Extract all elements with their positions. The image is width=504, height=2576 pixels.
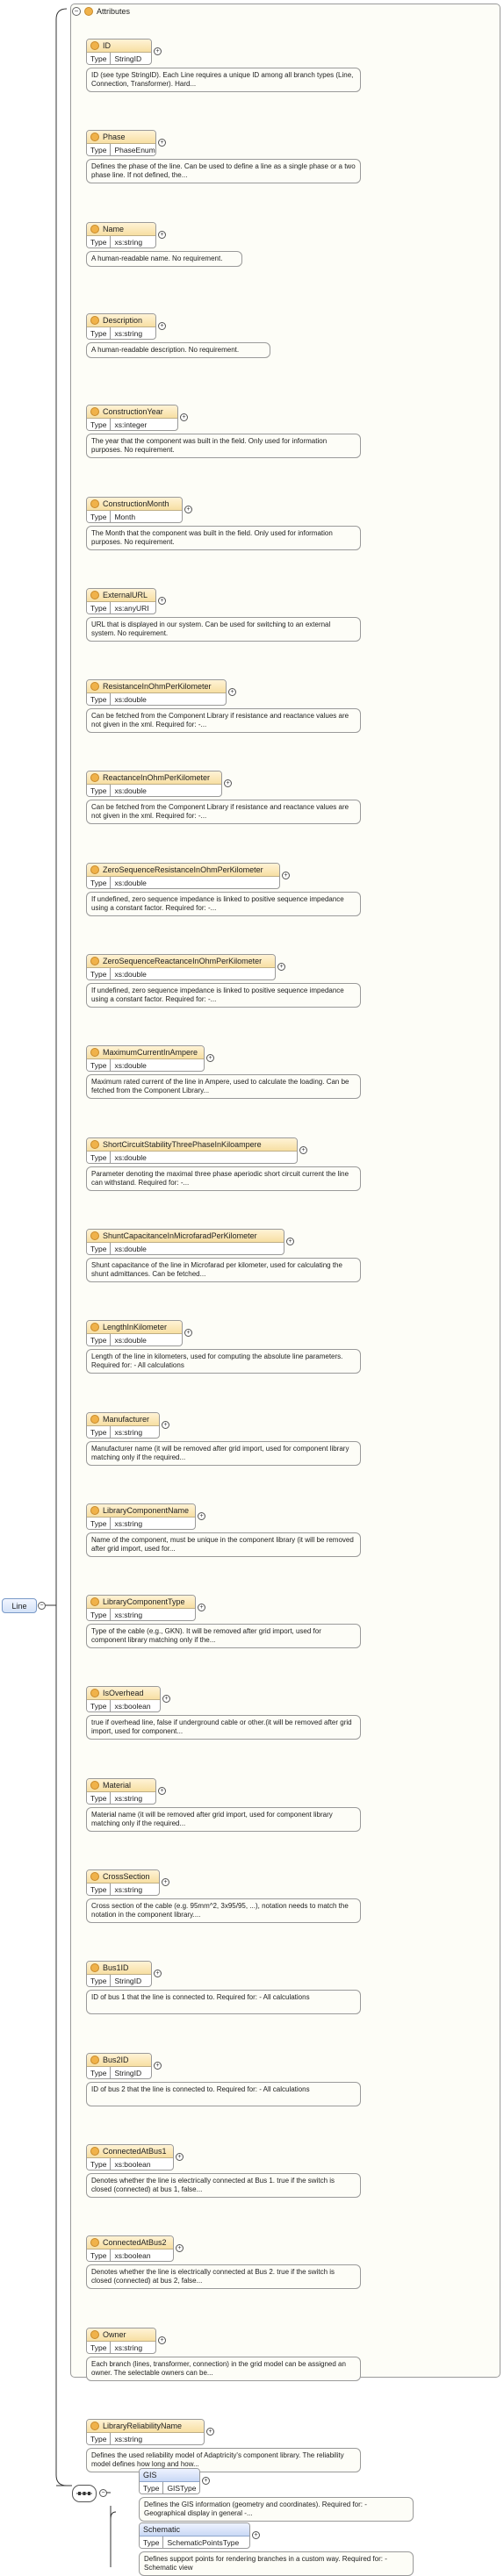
element-name: Phase (103, 133, 126, 141)
element-name-row (140, 2523, 249, 2537)
element-card-name[interactable] (86, 222, 156, 248)
expand-icon[interactable]: + (282, 872, 290, 879)
element-description: Shunt capacitance of the line in Microfarad per kilometer, used for calculating the shunt admittances. Can be fetched... (86, 1258, 361, 1282)
element-description: A human-readable description. No requirement. (86, 342, 270, 358)
element-type-row (87, 693, 226, 705)
element-name: ReactanceInOhmPerKilometer (103, 773, 211, 782)
type-label: Type (87, 1700, 111, 1711)
element-description: ID of bus 2 that the line is connected to. Required for: - All calculations (86, 2082, 361, 2106)
element-description: Denotes whether the line is electrically connected at Bus 2. true if the switch is closed (connected) at bus 2, false... (86, 2264, 361, 2289)
element-name: GIS (143, 2471, 157, 2479)
attribute-icon (90, 2330, 99, 2339)
element-name: Owner (103, 2330, 126, 2339)
element-type-row (87, 236, 155, 248)
element-name-row (87, 1413, 159, 1426)
element-name: ZeroSequenceResistanceInOhmPerKilometer (103, 865, 263, 874)
element-name-row (87, 131, 155, 144)
element-type-row (87, 877, 279, 888)
element-type-row (87, 1975, 151, 1986)
element-name-row (87, 2236, 173, 2250)
element-name: MaximumCurrentInAmpere (103, 1048, 198, 1057)
type-value: xs:boolean (111, 2158, 154, 2170)
element-name-row (87, 1321, 182, 1334)
expand-icon[interactable]: + (162, 1695, 170, 1703)
element-type-row (87, 2342, 155, 2353)
attribute-icon (90, 1415, 99, 1424)
element-description: Each branch (lines, transformer, connection) in the grid model can be assigned an owner. The selectable owners can be... (86, 2357, 361, 2381)
expand-icon[interactable]: + (206, 2428, 214, 2436)
element-name-row (87, 1687, 160, 1700)
element-name: ZeroSequenceReactanceInOhmPerKilometer (103, 957, 263, 965)
element-description: The year that the component was built in the field. Only used for information purposes. No requirement. (86, 434, 361, 458)
element-name: LibraryComponentType (103, 1597, 185, 1606)
type-label: Type (87, 1792, 111, 1804)
element-name: ConnectedAtBus2 (103, 2238, 167, 2247)
element-card-lengthinkilometer[interactable] (86, 1320, 183, 1346)
element-name-row (87, 2145, 173, 2158)
element-description: Name of the component, must be unique in the component library (it will be removed after grid import, used for... (86, 1532, 361, 1557)
attribute-icon (90, 682, 99, 691)
type-value: xs:boolean (111, 2250, 154, 2261)
type-value: xs:string (111, 327, 146, 339)
root-collapse-icon[interactable]: − (38, 1602, 46, 1610)
attributes-title: Attributes (97, 7, 131, 16)
element-description: If undefined, zero sequence impedance is linked to positive sequence impedance using a constant factor. Required for: -... (86, 983, 361, 1008)
element-card-reactanceinohmperkilometer[interactable] (86, 771, 222, 797)
root-element-label: Line (11, 1601, 27, 1611)
element-name-row (87, 2328, 155, 2342)
type-label: Type (87, 1152, 111, 1163)
type-label: Type (87, 2158, 111, 2170)
element-description: Defines support points for rendering branches in a custom way. Required for: - Schematic view (139, 2551, 414, 2576)
attribute-icon (90, 2422, 99, 2430)
attribute-icon (90, 1231, 99, 1240)
element-card-gis[interactable] (139, 2468, 200, 2494)
type-value: xs:string (111, 1426, 146, 1438)
element-type-row (87, 1792, 155, 1804)
type-value: xs:string (111, 1884, 146, 1895)
element-card-isoverhead[interactable] (86, 1686, 161, 1712)
element-card-owner[interactable] (86, 2328, 156, 2354)
element-name-row (87, 1870, 159, 1884)
element-name: IsOverhead (103, 1689, 144, 1697)
element-name: ExternalURL (103, 591, 148, 599)
element-card-id[interactable] (86, 39, 152, 65)
expand-icon[interactable]: + (299, 1146, 307, 1154)
expand-icon[interactable]: + (180, 413, 188, 421)
type-label: Type (87, 602, 111, 614)
element-name-row (87, 955, 275, 968)
expand-icon[interactable]: + (176, 2244, 184, 2252)
attribute-icon (90, 1689, 99, 1697)
attribute-icon (90, 2147, 99, 2156)
type-value: xs:string (111, 2433, 146, 2444)
element-description: The Month that the component was built in the field. Only used for information purposes. No requirement. (86, 526, 361, 550)
element-description: Manufacturer name (it will be removed after grid import, used for component library matching only if the required... (86, 1441, 361, 1466)
type-value: SchematicPointsType (163, 2537, 242, 2548)
attribute-icon (90, 1140, 99, 1149)
type-value: xs:integer (111, 419, 150, 430)
element-name-row (87, 1779, 155, 1792)
sequence-icon (75, 2488, 94, 2499)
element-description: Cross section of the cable (e.g. 95mm^2, 3x95/95, ...), notation needs to match the notation in the component library.... (86, 1898, 361, 1923)
type-value: xs:string (111, 1518, 146, 1529)
element-type-row (87, 419, 177, 430)
element-description: Defines the GIS information (geometry and coordinates). Required for: - Geographical display in general -... (139, 2497, 414, 2522)
type-value: xs:double (111, 968, 149, 979)
element-description: Defines the used reliability model of Adaptricity's component library. The reliability model defines how long and how... (86, 2448, 361, 2472)
element-name: LengthInKilometer (103, 1323, 168, 1331)
type-value: StringID (111, 1975, 145, 1986)
type-label: Type (87, 2342, 111, 2353)
element-description: Material name (it will be removed after grid import, used for component library matching only if the required... (86, 1807, 361, 1832)
element-name-row (87, 39, 151, 53)
sequence-collapse-icon[interactable]: − (99, 2489, 107, 2497)
element-name: Bus2ID (103, 2056, 129, 2064)
element-card-manufacturer[interactable] (86, 1412, 160, 1439)
type-value: xs:double (111, 877, 149, 888)
element-type-row (87, 2250, 173, 2261)
element-type-row (87, 144, 155, 155)
expand-icon[interactable]: + (184, 506, 192, 513)
attribute-icon (90, 225, 99, 233)
element-type-row (87, 785, 221, 796)
element-description: Maximum rated current of the line in Ampere, used to calculate the loading. Can be fetched from the Component Library... (86, 1074, 361, 1099)
element-card-bus2id[interactable] (86, 2053, 152, 2079)
type-label: Type (87, 419, 111, 430)
type-label: Type (87, 785, 111, 796)
element-name-row (87, 1504, 195, 1518)
type-label: Type (87, 53, 111, 64)
element-type-row (87, 1059, 204, 1071)
type-value: xs:double (111, 1152, 149, 1163)
element-type-row (87, 1152, 297, 1163)
element-card-resistanceinohmperkilometer[interactable] (86, 679, 227, 706)
element-card-librarycomponentname[interactable] (86, 1503, 196, 1530)
element-name: Schematic (143, 2525, 181, 2534)
element-description: ID (see type StringID). Each Line requires a unique ID among all branch types (Line, Connection, Transformer). Hard... (86, 68, 361, 92)
type-value: xs:string (111, 1609, 146, 1620)
element-name-row (87, 1046, 204, 1059)
expand-icon[interactable]: + (158, 2336, 166, 2344)
attribute-icon (90, 1781, 99, 1790)
expand-icon[interactable]: + (224, 779, 232, 787)
element-name-row (87, 680, 226, 693)
element-description: Denotes whether the line is electrically connected at Bus 1. true if the switch is closed (connected) at bus 1, false... (86, 2173, 361, 2198)
element-description: URL that is displayed in our system. Can be used for switching to an external system. No requirement. (86, 617, 361, 642)
element-card-description[interactable] (86, 313, 156, 340)
element-description: ID of bus 1 that the line is connected to. Required for: - All calculations (86, 1990, 361, 2014)
element-type-row (87, 1518, 195, 1529)
element-name: ShortCircuitStabilityThreePhaseInKiloampere (103, 1140, 262, 1149)
type-value: xs:boolean (111, 1700, 154, 1711)
type-label: Type (87, 1518, 111, 1529)
element-name-row (140, 2469, 199, 2482)
type-label: Type (87, 1609, 111, 1620)
element-card-material[interactable] (86, 1778, 156, 1805)
element-card-constructionmonth[interactable] (86, 497, 183, 523)
type-label: Type (140, 2537, 163, 2548)
expand-icon[interactable]: + (162, 1878, 169, 1886)
element-name: ConnectedAtBus1 (103, 2147, 167, 2156)
expand-icon[interactable]: + (228, 688, 236, 696)
expand-icon[interactable]: + (198, 1512, 205, 1520)
element-card-connectedatbus2[interactable] (86, 2235, 174, 2262)
type-label: Type (87, 511, 111, 522)
element-name: LibraryReliabilityName (103, 2422, 183, 2430)
type-value: xs:anyURI (111, 602, 152, 614)
type-label: Type (87, 693, 111, 705)
element-name-row (87, 2054, 151, 2067)
element-type-row (87, 327, 155, 339)
attribute-icon (90, 1597, 99, 1606)
expand-icon[interactable]: + (158, 322, 166, 330)
type-label: Type (87, 2433, 111, 2444)
element-description: Parameter denoting the maximal three phase aperiodic short circuit current the line can withstand. Required for: -... (86, 1166, 361, 1191)
element-card-connectedatbus1[interactable] (86, 2144, 174, 2171)
expand-icon[interactable]: + (277, 963, 285, 971)
element-description: Defines the phase of the line. Can be used to define a line as a single phase or a two phase line. If not defined, the... (86, 159, 361, 183)
expand-icon[interactable]: + (252, 2531, 260, 2539)
attribute-icon (90, 1506, 99, 1515)
expand-icon[interactable]: + (158, 231, 166, 239)
expand-icon[interactable]: + (206, 1054, 214, 1062)
attribute-icon (90, 499, 99, 508)
attribute-icon (90, 1048, 99, 1057)
attribute-icon (90, 41, 99, 50)
element-type-row (87, 1334, 182, 1345)
type-label: Type (87, 1243, 111, 1254)
element-name: Description (103, 316, 143, 325)
element-name: Material (103, 1781, 132, 1790)
type-value: xs:string (111, 1792, 146, 1804)
element-name-row (87, 405, 177, 419)
type-label: Type (87, 1884, 111, 1895)
type-value: xs:string (111, 2342, 146, 2353)
element-type-row (87, 1700, 160, 1711)
element-name: ConstructionYear (103, 407, 163, 416)
element-name: ResistanceInOhmPerKilometer (103, 682, 212, 691)
attribute-icon (90, 591, 99, 599)
expand-icon[interactable]: + (158, 597, 166, 605)
expand-icon[interactable]: + (154, 2062, 162, 2070)
element-name: Name (103, 225, 125, 233)
element-name-row (87, 314, 155, 327)
attribute-icon (90, 773, 99, 782)
element-name-row (87, 1138, 297, 1152)
type-label: Type (87, 2250, 111, 2261)
type-label: Type (87, 1975, 111, 1986)
root-element-line[interactable] (2, 1598, 37, 1613)
element-name-row (87, 498, 182, 511)
element-name: CrossSection (103, 1872, 150, 1881)
element-name-row (87, 1596, 195, 1609)
type-label: Type (87, 1334, 111, 1345)
element-description: Can be fetched from the Component Library if resistance and reactance values are not given in the xml. Required for: -... (86, 800, 361, 824)
type-label: Type (87, 236, 111, 248)
element-type-row (140, 2537, 249, 2548)
element-name: ID (103, 41, 111, 50)
attribute-icon (90, 407, 99, 416)
attribute-icon (90, 1323, 99, 1331)
element-type-row (87, 602, 155, 614)
type-label: Type (87, 968, 111, 979)
element-card-crosssection[interactable] (86, 1869, 160, 1896)
type-value: PhaseEnum (111, 144, 156, 155)
type-value: StringID (111, 2067, 145, 2078)
element-name-row (87, 223, 155, 236)
type-value: xs:double (111, 1243, 149, 1254)
attribute-icon (90, 133, 99, 141)
element-type-row (87, 2067, 151, 2078)
element-name-row (87, 1230, 284, 1243)
type-label: Type (87, 1426, 111, 1438)
element-name: Manufacturer (103, 1415, 150, 1424)
attributes-header[interactable] (72, 5, 130, 18)
element-name-row (87, 2420, 204, 2433)
attribute-icon (90, 865, 99, 874)
type-value: StringID (111, 53, 145, 64)
element-card-phase[interactable] (86, 130, 156, 156)
element-card-schematic[interactable] (139, 2522, 250, 2549)
element-type-row (87, 2158, 173, 2170)
element-card-externalurl[interactable] (86, 588, 156, 614)
element-card-libraryreliabilityname[interactable] (86, 2419, 205, 2445)
expand-icon[interactable]: + (202, 2477, 210, 2485)
type-value: xs:string (111, 236, 146, 248)
expand-icon[interactable]: + (154, 47, 162, 55)
expand-icon[interactable]: + (158, 1787, 166, 1795)
element-card-zerosequencereactanceinohmperkilometer[interactable] (86, 954, 276, 980)
element-card-librarycomponenttype[interactable] (86, 1595, 196, 1621)
element-name: ConstructionMonth (103, 499, 169, 508)
element-card-shortcircuitstabilitythreephaseinkiloampere[interactable] (86, 1137, 298, 1164)
expand-icon[interactable]: + (286, 1238, 294, 1245)
element-description: Can be fetched from the Component Library if resistance and reactance values are not given in the xml. Required for: -... (86, 708, 361, 733)
element-name-row (87, 1962, 151, 1975)
element-type-row (87, 2433, 204, 2444)
expand-icon[interactable]: + (184, 1329, 192, 1337)
type-label: Type (87, 877, 111, 888)
element-name: Bus1ID (103, 1963, 129, 1972)
attribute-icon (90, 2238, 99, 2247)
element-description: true if overhead line, false if underground cable or other.(it will be removed after grid import, used for component... (86, 1715, 361, 1740)
element-card-zerosequenceresistanceinohmperkilometer[interactable] (86, 863, 280, 889)
collapse-icon[interactable]: − (72, 7, 81, 16)
type-value: xs:double (111, 1059, 149, 1071)
type-label: Type (140, 2482, 163, 2493)
element-name: LibraryComponentName (103, 1506, 190, 1515)
type-value: xs:double (111, 1334, 149, 1345)
expand-icon[interactable]: + (162, 1421, 169, 1429)
element-card-constructionyear[interactable] (86, 405, 178, 431)
expand-icon[interactable]: + (198, 1604, 205, 1611)
element-type-row (87, 968, 275, 979)
attribute-icon (90, 1872, 99, 1881)
type-value: Month (111, 511, 139, 522)
element-type-row (87, 1609, 195, 1620)
expand-icon[interactable]: + (158, 139, 166, 147)
type-label: Type (87, 2067, 111, 2078)
element-card-shuntcapacitanceinmicrofaradperkilometer[interactable] (86, 1229, 284, 1255)
element-type-row (140, 2482, 199, 2493)
expand-icon[interactable]: + (154, 1970, 162, 1977)
element-type-row (87, 1884, 159, 1895)
element-type-row (87, 1243, 284, 1254)
element-type-row (87, 53, 151, 64)
type-value: GISType (163, 2482, 199, 2493)
element-card-maximumcurrentinampere[interactable] (86, 1045, 205, 1072)
element-name: ShuntCapacitanceInMicrofaradPerKilometer (103, 1231, 257, 1240)
type-label: Type (87, 327, 111, 339)
attribute-icon (90, 2056, 99, 2064)
element-type-row (87, 511, 182, 522)
attribute-icon (90, 957, 99, 965)
element-card-bus1id[interactable] (86, 1961, 152, 1987)
sequence-compositor-icon[interactable] (72, 2485, 97, 2502)
type-label: Type (87, 1059, 111, 1071)
attribute-icon (90, 316, 99, 325)
element-description: If undefined, zero sequence impedance is linked to positive sequence impedance using a constant factor. Required for: -... (86, 892, 361, 916)
element-name-row (87, 589, 155, 602)
attribute-icon (90, 1963, 99, 1972)
element-type-row (87, 1426, 159, 1438)
type-label: Type (87, 144, 111, 155)
expand-icon[interactable]: + (176, 2153, 184, 2161)
type-value: xs:double (111, 693, 149, 705)
element-description: A human-readable name. No requirement. (86, 251, 242, 267)
element-name-row (87, 771, 221, 785)
element-description: Length of the line in kilometers, used for computing the absolute line parameters. Required for: - All calculations (86, 1349, 361, 1374)
attribute-icon (84, 7, 93, 16)
type-value: xs:double (111, 785, 149, 796)
element-description: Type of the cable (e.g., GKN). It will be removed after grid import, used for component library matching only if the... (86, 1624, 361, 1648)
element-name-row (87, 864, 279, 877)
